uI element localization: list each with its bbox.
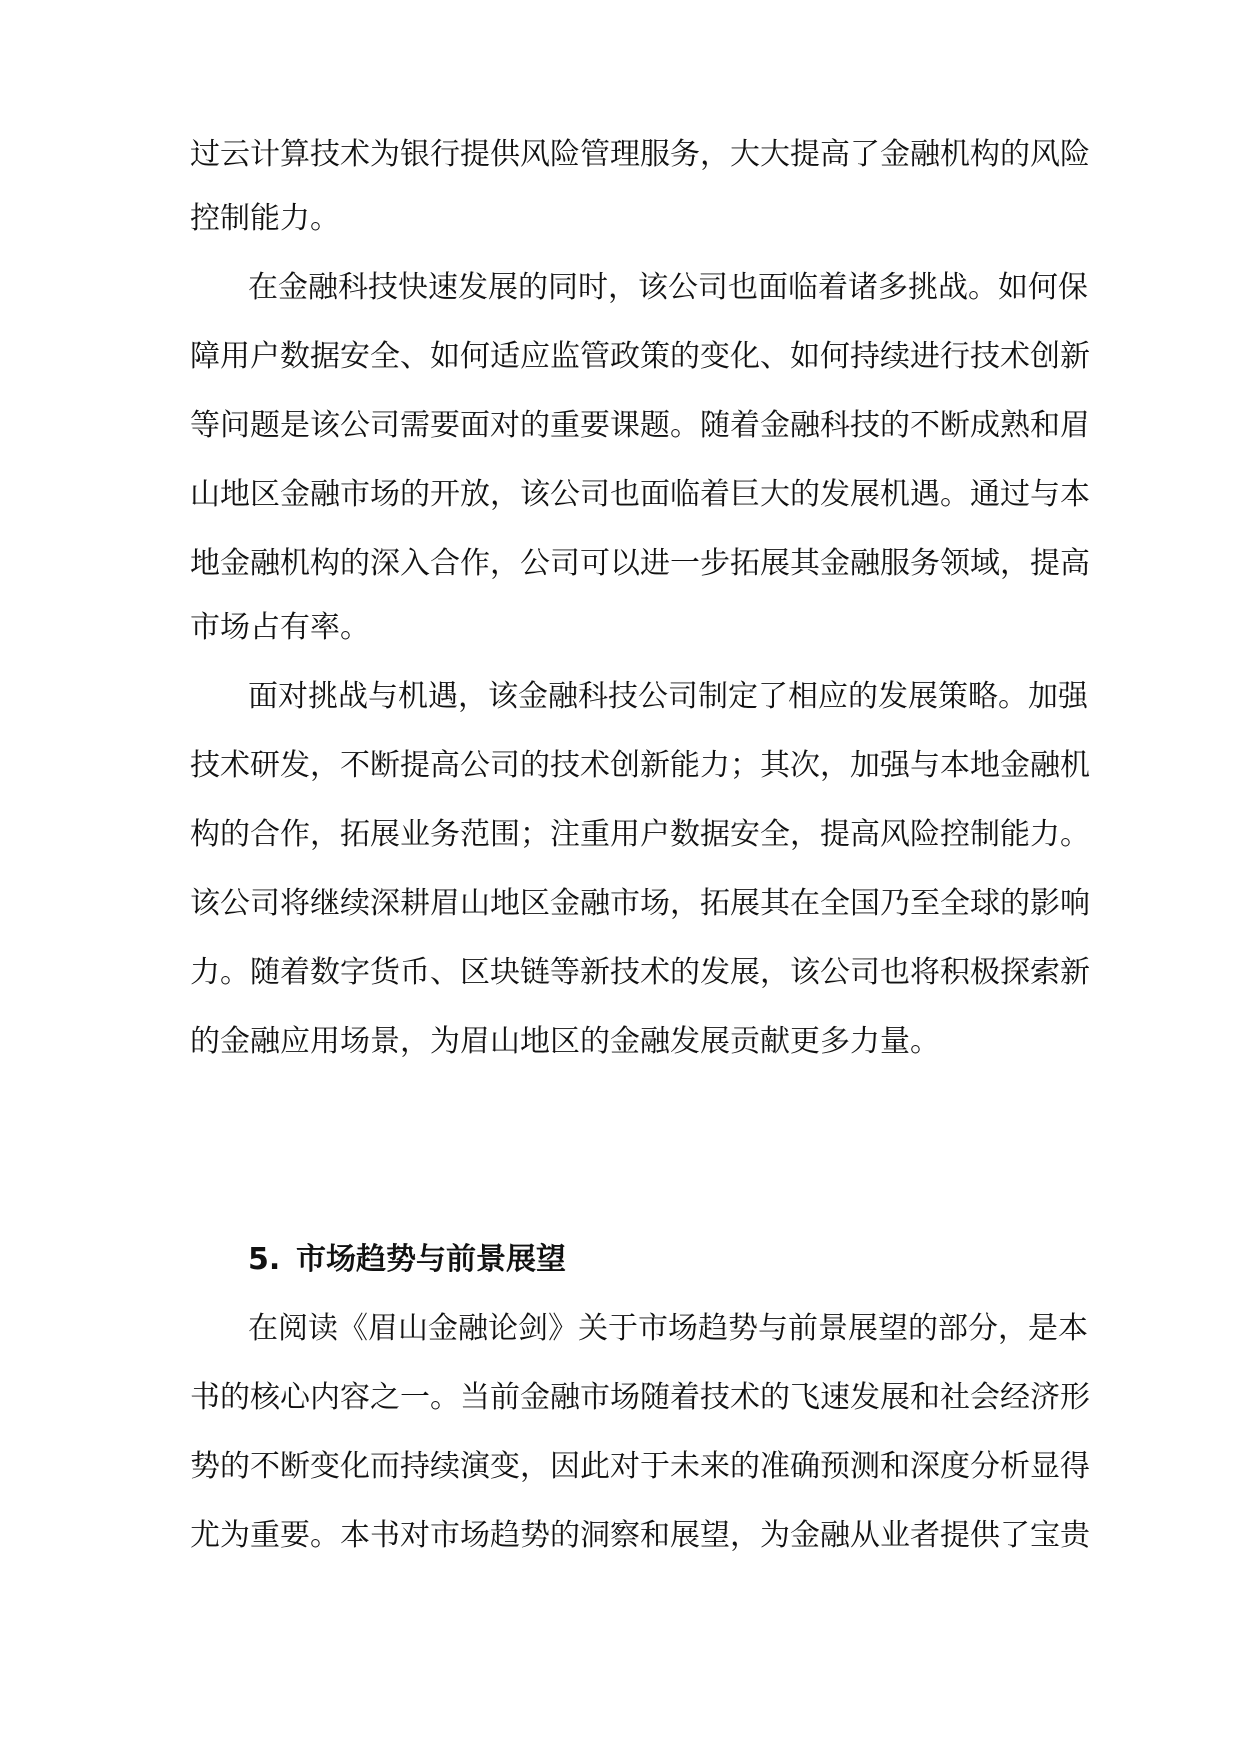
paragraph-3-line-2: 技术研发，不断提高公司的技术创新能力；其次，加强与本地金融机 [190, 748, 1090, 783]
paragraph-3-line-5: 力。随着数字货币、区块链等新技术的发展，该公司也将积极探索新 [190, 955, 1090, 990]
section-number: 5. [248, 1242, 281, 1277]
paragraph-2-line-1: 在金融科技快速发展的同时，该公司也面临着诸多挑战。如何保 [248, 270, 1088, 305]
paragraph-3-line-1: 面对挑战与机遇，该金融科技公司制定了相应的发展策略。加强 [248, 679, 1088, 714]
paragraph-4-line-1: 在阅读《眉山金融论剑》关于市场趋势与前景展望的部分，是本 [248, 1311, 1088, 1346]
paragraph-3-line-6: 的金融应用场景，为眉山地区的金融发展贡献更多力量。 [190, 1024, 940, 1059]
paragraph-4-line-3: 势的不断变化而持续演变，因此对于未来的准确预测和深度分析显得 [190, 1449, 1090, 1484]
section-heading [248, 1235, 566, 1285]
paragraph-2-line-6: 市场占有率。 [190, 610, 370, 645]
paragraph-2-line-2: 障用户数据安全、如何适应监管政策的变化、如何持续进行技术创新 [190, 339, 1090, 374]
paragraph-4-line-4: 尤为重要。本书对市场趋势的洞察和展望，为金融从业者提供了宝贵 [190, 1518, 1090, 1553]
paragraph-1-line-1: 过云计算技术为银行提供风险管理服务，大大提高了金融机构的风险 [190, 137, 1090, 172]
paragraph-2-line-5: 地金融机构的深入合作，公司可以进一步拓展其金融服务领域，提高 [190, 546, 1090, 581]
paragraph-2-line-3: 等问题是该公司需要面对的重要课题。随着金融科技的不断成熟和眉 [190, 408, 1090, 443]
paragraph-1-line-2: 控制能力。 [190, 201, 340, 236]
paragraph-4-line-2: 书的核心内容之一。当前金融市场随着技术的飞速发展和社会经济形 [190, 1380, 1090, 1415]
paragraph-3-line-4: 该公司将继续深耕眉山地区金融市场，拓展其在全国乃至全球的影响 [190, 886, 1090, 921]
paragraph-3-line-3: 构的合作，拓展业务范围；注重用户数据安全，提高风险控制能力。 [190, 817, 1090, 852]
paragraph-2-line-4: 山地区金融市场的开放，该公司也面临着巨大的发展机遇。通过与本 [190, 477, 1090, 512]
section-title: 市场趋势与前景展望 [296, 1242, 566, 1277]
